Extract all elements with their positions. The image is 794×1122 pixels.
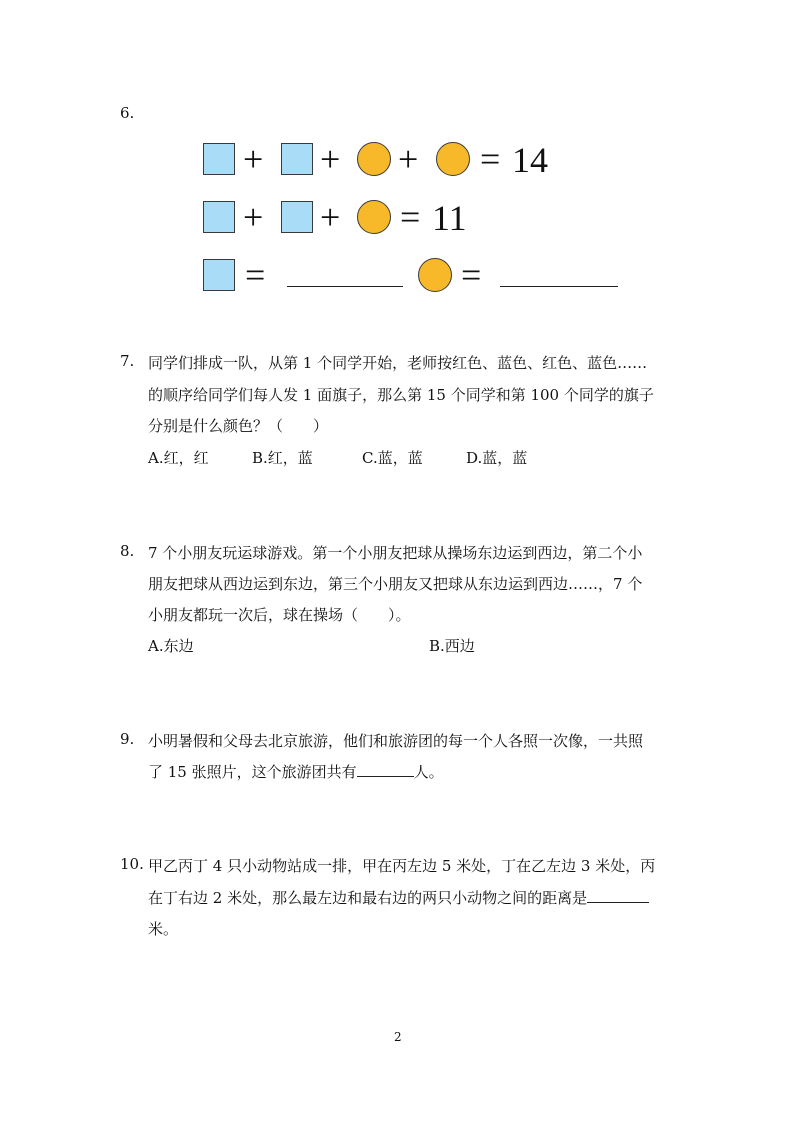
q8-option-a[interactable]: A.东边	[148, 637, 194, 655]
circle-shape	[357, 200, 391, 234]
q8-text-line: 7 个小朋友玩运球游戏。第一个小朋友把球从操场东边运到西边，第二个小	[148, 544, 643, 562]
square-answer-blank[interactable]	[287, 286, 403, 287]
q7-option-a[interactable]: A.红，红	[148, 449, 209, 467]
equals-sign: =	[480, 139, 501, 179]
circle-shape	[418, 258, 452, 292]
square-shape	[203, 259, 235, 291]
plus-sign: +	[320, 197, 341, 237]
equals-sign: =	[245, 255, 266, 295]
q7-option-d[interactable]: D.蓝，蓝	[466, 449, 528, 467]
row2-result: 11	[432, 198, 467, 238]
plus-sign: +	[243, 139, 264, 179]
circle-shape	[357, 142, 391, 176]
plus-sign: +	[398, 139, 419, 179]
page-number: 2	[394, 1030, 402, 1044]
q9-text-after-blank: 人。	[413, 763, 444, 781]
q8-text-line: 朋友把球从西边运到东边，第三个小朋友又把球从东边运到西边……，7 个	[148, 575, 643, 593]
equals-sign: =	[400, 197, 421, 237]
q7-text-line: 同学们排成一队，从第 1 个同学开始，老师按红色、蓝色、红色、蓝色……	[148, 354, 648, 372]
q8-number: 8.	[120, 542, 135, 560]
q7-option-c[interactable]: C.蓝，蓝	[362, 449, 423, 467]
q10-answer-blank[interactable]	[587, 888, 649, 903]
q7-text-line: 分别是什么颜色？（ ）	[148, 417, 329, 435]
q10-number: 10.	[120, 855, 144, 873]
q10-text-before-blank: 在丁右边 2 米处，那么最左边和最右边的两只小动物之间的距离是	[148, 889, 588, 907]
q9-answer-blank[interactable]	[357, 762, 414, 777]
circle-shape	[436, 142, 470, 176]
q10-text-line	[148, 887, 649, 908]
square-shape	[281, 143, 313, 175]
equals-sign: =	[461, 255, 482, 295]
q9-text-line	[148, 761, 444, 782]
q7-number: 7.	[120, 352, 135, 370]
plus-sign: +	[320, 139, 341, 179]
q10-text-line: 米。	[148, 920, 179, 938]
q8-option-b[interactable]: B.西边	[429, 637, 475, 655]
q9-text-before-blank: 了 15 张照片，这个旅游团共有	[148, 763, 357, 781]
q9-text-line: 小明暑假和父母去北京旅游，他们和旅游团的每一个人各照一次像，一共照	[148, 732, 644, 750]
square-shape	[281, 201, 313, 233]
square-shape	[203, 143, 235, 175]
q7-option-b[interactable]: B.红，蓝	[252, 449, 313, 467]
q10-text-line: 甲乙丙丁 4 只小动物站成一排，甲在丙左边 5 米处，丁在乙左边 3 米处，丙	[148, 857, 656, 875]
q8-text-line: 小朋友都玩一次后，球在操场（ ）。	[148, 606, 411, 624]
q7-text-line: 的顺序给同学们每人发 1 面旗子，那么第 15 个同学和第 100 个同学的旗子	[148, 386, 654, 404]
square-shape	[203, 201, 235, 233]
q6-number: 6.	[120, 104, 135, 122]
circle-answer-blank[interactable]	[500, 286, 618, 287]
q9-number: 9.	[120, 730, 135, 748]
plus-sign: +	[243, 197, 264, 237]
row1-result: 14	[512, 140, 548, 180]
